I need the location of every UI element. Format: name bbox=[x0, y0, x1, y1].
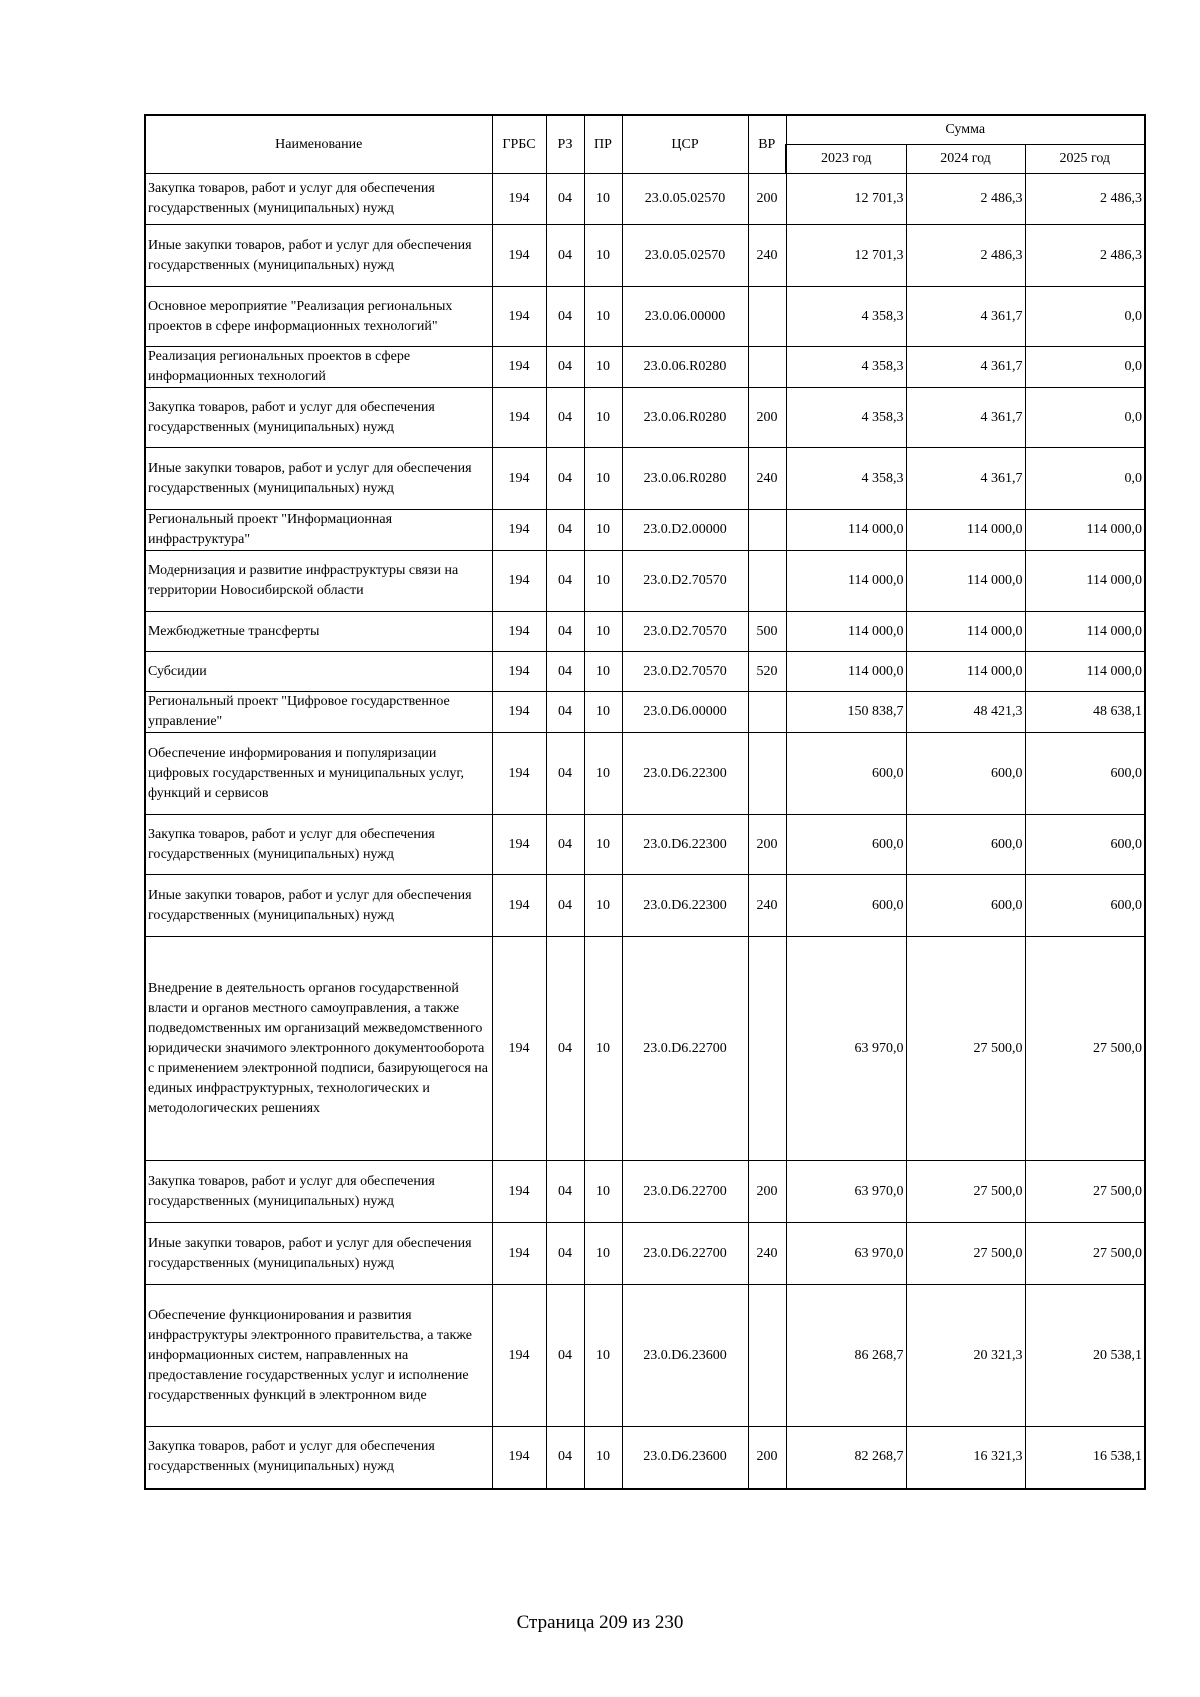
row-rz: 04 bbox=[546, 1161, 584, 1223]
row-grbs: 194 bbox=[492, 347, 546, 388]
row-rz: 04 bbox=[546, 347, 584, 388]
row-sum-2023: 86 268,7 bbox=[786, 1285, 906, 1427]
row-sum-2024: 114 000,0 bbox=[906, 612, 1025, 652]
page-number: Страница 209 из 230 bbox=[516, 1612, 684, 1633]
row-rz: 04 bbox=[546, 1285, 584, 1427]
row-pr: 10 bbox=[584, 347, 622, 388]
row-rz: 04 bbox=[546, 551, 584, 612]
row-sum-2023: 4 358,3 bbox=[786, 347, 906, 388]
row-pr: 10 bbox=[584, 692, 622, 733]
row-name: Иные закупки товаров, работ и услуг для обеспечения государственных (муниципальных) нужд bbox=[145, 875, 492, 937]
row-vr bbox=[748, 287, 786, 347]
row-csr: 23.0.D2.70570 bbox=[622, 551, 748, 612]
row-rz: 04 bbox=[546, 510, 584, 551]
row-csr: 23.0.D6.23600 bbox=[622, 1285, 748, 1427]
row-vr: 200 bbox=[748, 1427, 786, 1489]
row-csr: 23.0.D6.23600 bbox=[622, 1427, 748, 1489]
header-rz: РЗ bbox=[546, 115, 584, 174]
row-csr: 23.0.D2.70570 bbox=[622, 612, 748, 652]
row-sum-2023: 63 970,0 bbox=[786, 1161, 906, 1223]
row-csr: 23.0.06.R0280 bbox=[622, 448, 748, 510]
header-year-2024: 2024 год bbox=[906, 145, 1025, 174]
row-vr: 200 bbox=[748, 1161, 786, 1223]
header-csr: ЦСР bbox=[622, 115, 748, 174]
row-csr: 23.0.D6.22300 bbox=[622, 875, 748, 937]
row-pr: 10 bbox=[584, 1427, 622, 1489]
table-row bbox=[145, 815, 1145, 875]
row-rz: 04 bbox=[546, 388, 584, 448]
row-grbs: 194 bbox=[492, 1427, 546, 1489]
table-row bbox=[145, 733, 1145, 815]
row-grbs: 194 bbox=[492, 448, 546, 510]
row-sum-2023: 4 358,3 bbox=[786, 287, 906, 347]
row-pr: 10 bbox=[584, 937, 622, 1161]
table-row bbox=[145, 937, 1145, 1161]
row-pr: 10 bbox=[584, 1285, 622, 1427]
row-pr: 10 bbox=[584, 225, 622, 287]
row-sum-2025: 0,0 bbox=[1025, 287, 1145, 347]
row-sum-2025: 27 500,0 bbox=[1025, 1161, 1145, 1223]
row-csr: 23.0.06.R0280 bbox=[622, 388, 748, 448]
row-vr bbox=[748, 1285, 786, 1427]
row-sum-2024: 2 486,3 bbox=[906, 174, 1025, 225]
row-pr: 10 bbox=[584, 448, 622, 510]
row-pr: 10 bbox=[584, 652, 622, 692]
row-sum-2024: 4 361,7 bbox=[906, 388, 1025, 448]
table-row bbox=[145, 174, 1145, 225]
row-rz: 04 bbox=[546, 1427, 584, 1489]
row-rz: 04 bbox=[546, 174, 584, 225]
row-name: Реализация региональных проектов в сфере информационных технологий bbox=[145, 347, 492, 388]
row-csr: 23.0.D2.00000 bbox=[622, 510, 748, 551]
row-sum-2024: 27 500,0 bbox=[906, 1161, 1025, 1223]
row-vr: 240 bbox=[748, 225, 786, 287]
row-sum-2024: 20 321,3 bbox=[906, 1285, 1025, 1427]
row-sum-2025: 114 000,0 bbox=[1025, 652, 1145, 692]
row-sum-2024: 600,0 bbox=[906, 875, 1025, 937]
row-csr: 23.0.05.02570 bbox=[622, 225, 748, 287]
row-pr: 10 bbox=[584, 551, 622, 612]
table-row bbox=[145, 1285, 1145, 1427]
row-sum-2023: 114 000,0 bbox=[786, 510, 906, 551]
row-csr: 23.0.06.00000 bbox=[622, 287, 748, 347]
row-grbs: 194 bbox=[492, 551, 546, 612]
table-row bbox=[145, 551, 1145, 612]
row-grbs: 194 bbox=[492, 1161, 546, 1223]
row-grbs: 194 bbox=[492, 692, 546, 733]
row-csr: 23.0.D2.70570 bbox=[622, 652, 748, 692]
row-vr bbox=[748, 692, 786, 733]
row-vr: 240 bbox=[748, 875, 786, 937]
row-rz: 04 bbox=[546, 448, 584, 510]
row-sum-2023: 12 701,3 bbox=[786, 225, 906, 287]
row-sum-2023: 600,0 bbox=[786, 733, 906, 815]
row-grbs: 194 bbox=[492, 652, 546, 692]
table-row bbox=[145, 612, 1145, 652]
row-vr: 240 bbox=[748, 1223, 786, 1285]
row-csr: 23.0.05.02570 bbox=[622, 174, 748, 225]
row-rz: 04 bbox=[546, 652, 584, 692]
row-sum-2023: 150 838,7 bbox=[786, 692, 906, 733]
row-grbs: 194 bbox=[492, 815, 546, 875]
row-sum-2023: 12 701,3 bbox=[786, 174, 906, 225]
budget-table bbox=[144, 114, 1146, 1490]
row-vr: 200 bbox=[748, 815, 786, 875]
header-year-2023: 2023 год bbox=[786, 145, 906, 174]
row-rz: 04 bbox=[546, 692, 584, 733]
row-sum-2024: 114 000,0 bbox=[906, 652, 1025, 692]
table-row bbox=[145, 287, 1145, 347]
table-row bbox=[145, 1223, 1145, 1285]
row-name: Основное мероприятие "Реализация региональных проектов в сфере информационных технологий" bbox=[145, 287, 492, 347]
row-sum-2025: 600,0 bbox=[1025, 875, 1145, 937]
header-year-2025: 2025 год bbox=[1025, 145, 1145, 174]
row-vr bbox=[748, 551, 786, 612]
row-grbs: 194 bbox=[492, 225, 546, 287]
row-sum-2023: 114 000,0 bbox=[786, 652, 906, 692]
row-csr: 23.0.D6.22700 bbox=[622, 937, 748, 1161]
row-name: Региональный проект "Информационная инфраструктура" bbox=[145, 510, 492, 551]
row-grbs: 194 bbox=[492, 174, 546, 225]
row-name: Региональный проект "Цифровое государственное управление" bbox=[145, 692, 492, 733]
row-grbs: 194 bbox=[492, 1285, 546, 1427]
row-pr: 10 bbox=[584, 174, 622, 225]
row-sum-2024: 48 421,3 bbox=[906, 692, 1025, 733]
row-name: Иные закупки товаров, работ и услуг для обеспечения государственных (муниципальных) нужд bbox=[145, 225, 492, 287]
row-name: Обеспечение функционирования и развития инфраструктуры электронного правительства, а также информационных систем, направленных на предоставление государственных услуг и исполнение государственных функций в электронном виде bbox=[145, 1285, 492, 1427]
row-sum-2025: 16 538,1 bbox=[1025, 1427, 1145, 1489]
row-sum-2024: 114 000,0 bbox=[906, 551, 1025, 612]
row-rz: 04 bbox=[546, 733, 584, 815]
row-rz: 04 bbox=[546, 937, 584, 1161]
row-sum-2025: 114 000,0 bbox=[1025, 551, 1145, 612]
row-pr: 10 bbox=[584, 612, 622, 652]
row-vr bbox=[748, 510, 786, 551]
table-row bbox=[145, 448, 1145, 510]
row-sum-2024: 4 361,7 bbox=[906, 347, 1025, 388]
row-sum-2024: 4 361,7 bbox=[906, 448, 1025, 510]
row-sum-2024: 4 361,7 bbox=[906, 287, 1025, 347]
row-sum-2025: 2 486,3 bbox=[1025, 225, 1145, 287]
table-row bbox=[145, 347, 1145, 388]
table-row bbox=[145, 1161, 1145, 1223]
row-pr: 10 bbox=[584, 1161, 622, 1223]
row-sum-2024: 114 000,0 bbox=[906, 510, 1025, 551]
row-sum-2023: 4 358,3 bbox=[786, 448, 906, 510]
row-vr: 200 bbox=[748, 388, 786, 448]
header-vr: ВР bbox=[748, 115, 786, 174]
row-csr: 23.0.D6.22300 bbox=[622, 733, 748, 815]
table-row bbox=[145, 510, 1145, 551]
row-pr: 10 bbox=[584, 733, 622, 815]
row-csr: 23.0.D6.22700 bbox=[622, 1161, 748, 1223]
row-pr: 10 bbox=[584, 875, 622, 937]
row-sum-2023: 63 970,0 bbox=[786, 937, 906, 1161]
row-grbs: 194 bbox=[492, 937, 546, 1161]
row-sum-2025: 0,0 bbox=[1025, 347, 1145, 388]
row-sum-2025: 0,0 bbox=[1025, 388, 1145, 448]
row-sum-2023: 63 970,0 bbox=[786, 1223, 906, 1285]
row-grbs: 194 bbox=[492, 510, 546, 551]
row-grbs: 194 bbox=[492, 875, 546, 937]
row-rz: 04 bbox=[546, 287, 584, 347]
row-sum-2025: 600,0 bbox=[1025, 733, 1145, 815]
row-grbs: 194 bbox=[492, 287, 546, 347]
row-name: Обеспечение информирования и популяризации цифровых государственных и муниципальных услуг, функций и сервисов bbox=[145, 733, 492, 815]
row-sum-2025: 20 538,1 bbox=[1025, 1285, 1145, 1427]
table-row bbox=[145, 652, 1145, 692]
table-row bbox=[145, 692, 1145, 733]
row-name: Межбюджетные трансферты bbox=[145, 612, 492, 652]
row-rz: 04 bbox=[546, 225, 584, 287]
row-vr bbox=[748, 347, 786, 388]
row-name: Закупка товаров, работ и услуг для обеспечения государственных (муниципальных) нужд bbox=[145, 388, 492, 448]
row-vr: 520 bbox=[748, 652, 786, 692]
table-body bbox=[145, 174, 1145, 1489]
table-row bbox=[145, 1427, 1145, 1489]
row-pr: 10 bbox=[584, 287, 622, 347]
row-vr: 240 bbox=[748, 448, 786, 510]
table-header bbox=[145, 115, 1145, 174]
row-rz: 04 bbox=[546, 612, 584, 652]
row-vr: 500 bbox=[748, 612, 786, 652]
row-csr: 23.0.D6.00000 bbox=[622, 692, 748, 733]
row-grbs: 194 bbox=[492, 733, 546, 815]
row-name: Закупка товаров, работ и услуг для обеспечения государственных (муниципальных) нужд bbox=[145, 1427, 492, 1489]
row-csr: 23.0.D6.22300 bbox=[622, 815, 748, 875]
table-row bbox=[145, 225, 1145, 287]
row-grbs: 194 bbox=[492, 388, 546, 448]
row-name: Внедрение в деятельность органов государственной власти и органов местного самоуправления, а также подведомственных им организаций межведомственного юридически значимого электронного документооборота с применением электронной подписи, базирующегося на единых инфраструктурных, технологических и методологических решениях bbox=[145, 937, 492, 1161]
row-sum-2025: 600,0 bbox=[1025, 815, 1145, 875]
row-sum-2024: 600,0 bbox=[906, 733, 1025, 815]
row-vr bbox=[748, 937, 786, 1161]
row-name: Модернизация и развитие инфраструктуры связи на территории Новосибирской области bbox=[145, 551, 492, 612]
row-sum-2023: 114 000,0 bbox=[786, 612, 906, 652]
row-sum-2025: 27 500,0 bbox=[1025, 937, 1145, 1161]
row-sum-2025: 114 000,0 bbox=[1025, 612, 1145, 652]
row-sum-2023: 600,0 bbox=[786, 815, 906, 875]
row-sum-2025: 0,0 bbox=[1025, 448, 1145, 510]
row-name: Субсидии bbox=[145, 652, 492, 692]
row-name: Закупка товаров, работ и услуг для обеспечения государственных (муниципальных) нужд bbox=[145, 1161, 492, 1223]
row-name: Закупка товаров, работ и услуг для обеспечения государственных (муниципальных) нужд bbox=[145, 815, 492, 875]
row-name: Закупка товаров, работ и услуг для обеспечения государственных (муниципальных) нужд bbox=[145, 174, 492, 225]
row-sum-2023: 4 358,3 bbox=[786, 388, 906, 448]
row-rz: 04 bbox=[546, 1223, 584, 1285]
row-name: Иные закупки товаров, работ и услуг для обеспечения государственных (муниципальных) нужд bbox=[145, 448, 492, 510]
row-csr: 23.0.06.R0280 bbox=[622, 347, 748, 388]
row-vr: 200 bbox=[748, 174, 786, 225]
row-sum-2024: 27 500,0 bbox=[906, 937, 1025, 1161]
row-sum-2024: 600,0 bbox=[906, 815, 1025, 875]
row-pr: 10 bbox=[584, 388, 622, 448]
row-rz: 04 bbox=[546, 815, 584, 875]
table-row bbox=[145, 875, 1145, 937]
header-name: Наименование bbox=[145, 115, 492, 174]
row-sum-2025: 114 000,0 bbox=[1025, 510, 1145, 551]
row-name: Иные закупки товаров, работ и услуг для обеспечения государственных (муниципальных) нужд bbox=[145, 1223, 492, 1285]
header-grbs: ГРБС bbox=[492, 115, 546, 174]
row-grbs: 194 bbox=[492, 1223, 546, 1285]
row-pr: 10 bbox=[584, 510, 622, 551]
row-vr bbox=[748, 733, 786, 815]
row-sum-2023: 82 268,7 bbox=[786, 1427, 906, 1489]
row-csr: 23.0.D6.22700 bbox=[622, 1223, 748, 1285]
row-sum-2023: 600,0 bbox=[786, 875, 906, 937]
row-sum-2024: 16 321,3 bbox=[906, 1427, 1025, 1489]
header-pr: ПР bbox=[584, 115, 622, 174]
row-pr: 10 bbox=[584, 1223, 622, 1285]
row-sum-2024: 27 500,0 bbox=[906, 1223, 1025, 1285]
row-sum-2025: 2 486,3 bbox=[1025, 174, 1145, 225]
row-rz: 04 bbox=[546, 875, 584, 937]
row-sum-2025: 48 638,1 bbox=[1025, 692, 1145, 733]
row-grbs: 194 bbox=[492, 612, 546, 652]
row-sum-2025: 27 500,0 bbox=[1025, 1223, 1145, 1285]
header-sum: Сумма bbox=[786, 115, 1145, 145]
row-pr: 10 bbox=[584, 815, 622, 875]
row-sum-2023: 114 000,0 bbox=[786, 551, 906, 612]
row-sum-2024: 2 486,3 bbox=[906, 225, 1025, 287]
table-row bbox=[145, 388, 1145, 448]
